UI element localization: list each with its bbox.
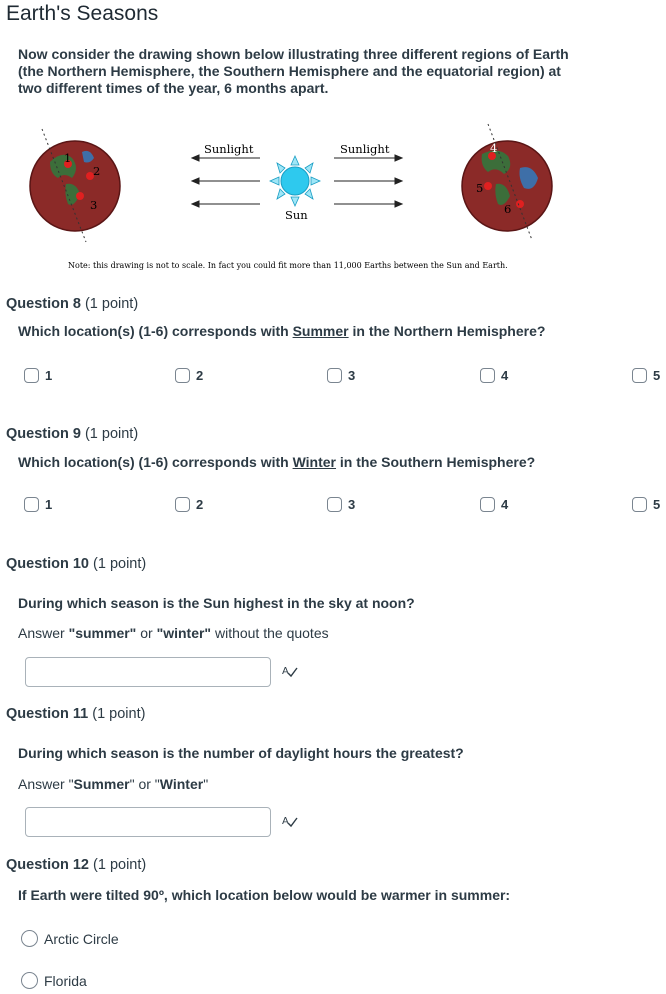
location-label-3: 3 xyxy=(90,198,98,212)
question-12-title: Question 12 (1 point) xyxy=(6,857,147,873)
location-label-5: 5 xyxy=(476,181,484,195)
checkbox[interactable] xyxy=(480,497,495,512)
checkbox[interactable] xyxy=(632,497,647,512)
q8-option-4[interactable]: 4 xyxy=(480,368,508,383)
location-label-4: 4 xyxy=(490,141,498,155)
svg-text:A: A xyxy=(282,666,289,677)
question-10-text: During which season is the Sun highest in the sky at noon? xyxy=(18,595,415,611)
q8-option-2[interactable]: 2 xyxy=(175,368,203,383)
left-arrows xyxy=(192,155,260,207)
right-arrows xyxy=(334,155,402,207)
radio-button[interactable] xyxy=(21,930,38,947)
svg-text:A: A xyxy=(282,816,289,827)
location-label-2: 2 xyxy=(93,164,101,178)
q8-option-3[interactable]: 3 xyxy=(327,368,355,383)
question-11-title: Question 11 (1 point) xyxy=(6,706,146,722)
radio-button[interactable] xyxy=(21,972,38,989)
question-10-instructions: Answer "summer" or "winter" without the quotes xyxy=(18,625,329,641)
sun-icon xyxy=(270,156,320,206)
location-marker-5 xyxy=(484,182,492,190)
page-title: Earth's Seasons xyxy=(6,2,159,25)
q9-option-5[interactable]: 5 xyxy=(632,497,660,512)
q12-option-florida[interactable]: Florida xyxy=(21,972,87,989)
question-10-answer-input[interactable] xyxy=(25,657,271,687)
spellcheck-icon[interactable] xyxy=(282,814,298,831)
question-11-text: During which season is the number of daylight hours the greatest? xyxy=(18,745,464,761)
location-label-6: 6 xyxy=(504,202,512,216)
seasons-figure xyxy=(20,112,600,277)
q9-option-3[interactable]: 3 xyxy=(327,497,355,512)
question-9-text: Which location(s) (1-6) corresponds with Winter in the Southern Hemisphere? xyxy=(18,454,536,470)
question-11-answer-input[interactable] xyxy=(25,807,271,837)
q9-option-1[interactable]: 1 xyxy=(24,497,52,512)
question-10-title: Question 10 (1 point) xyxy=(6,556,147,572)
sunlight-label-right: Sunlight xyxy=(340,142,390,156)
checkbox[interactable] xyxy=(24,497,39,512)
left-earth xyxy=(30,129,120,242)
checkbox[interactable] xyxy=(175,497,190,512)
sun-label: Sun xyxy=(285,208,308,222)
seasons-diagram xyxy=(20,112,600,277)
q12-option-arctic-circle[interactable]: Arctic Circle xyxy=(21,930,119,947)
location-marker-3 xyxy=(76,192,84,200)
checkbox[interactable] xyxy=(327,497,342,512)
question-8-text: Which location(s) (1-6) corresponds with Summer in the Northern Hemisphere? xyxy=(18,323,546,339)
figure-note: Note: this drawing is not to scale. In fact you could fit more than 11,000 Earths between the Sun and Earth. xyxy=(68,261,508,270)
location-label-1: 1 xyxy=(64,151,72,165)
spellcheck-icon[interactable] xyxy=(282,664,298,681)
question-8-title: Question 8 (1 point) xyxy=(6,296,139,312)
intro-text: Now consider the drawing shown below illustrating three different regions of Earth (the Northern Hemisphere, the Southern Hemisphere and the equatorial region) at two different times of the year, 6 months apart. xyxy=(18,46,569,96)
q9-option-4[interactable]: 4 xyxy=(480,497,508,512)
right-earth xyxy=(462,124,552,240)
checkbox[interactable] xyxy=(327,368,342,383)
q9-option-2[interactable]: 2 xyxy=(175,497,203,512)
question-9-title: Question 9 (1 point) xyxy=(6,426,139,442)
q8-option-5[interactable]: 5 xyxy=(632,368,660,383)
question-11-instructions: Answer "Summer" or "Winter" xyxy=(18,776,209,792)
checkbox[interactable] xyxy=(24,368,39,383)
location-marker-6 xyxy=(516,200,524,208)
question-12-text: If Earth were tilted 90º, which location below would be warmer in summer: xyxy=(18,887,511,903)
sunlight-label-left: Sunlight xyxy=(204,142,254,156)
q8-option-1[interactable]: 1 xyxy=(24,368,52,383)
checkbox[interactable] xyxy=(480,368,495,383)
checkbox[interactable] xyxy=(632,368,647,383)
checkbox[interactable] xyxy=(175,368,190,383)
